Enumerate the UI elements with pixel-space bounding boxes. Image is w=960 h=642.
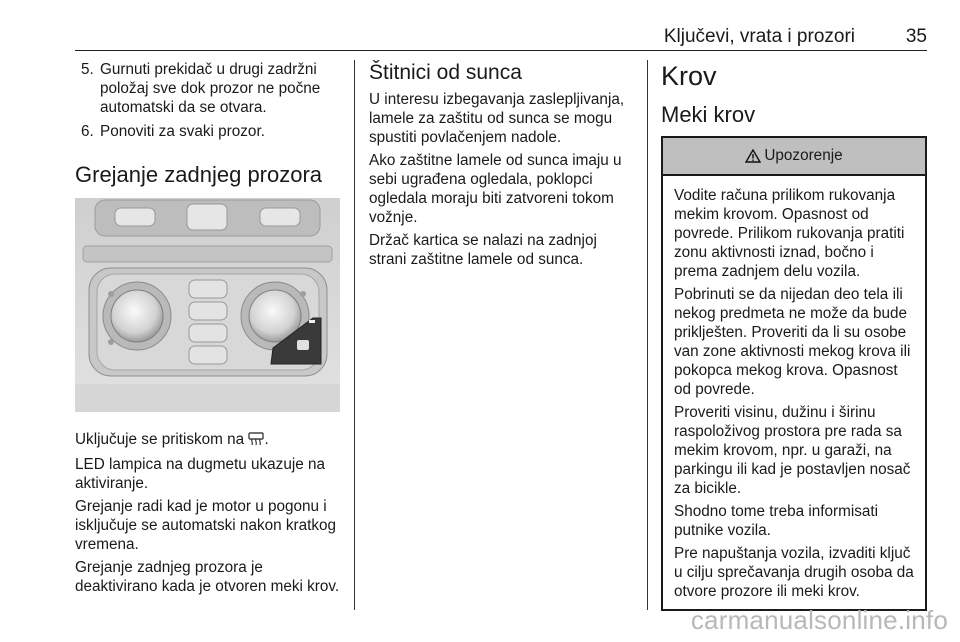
list-item: 6. Ponoviti za svaki prozor. [81,123,265,140]
header-title: Ključevi, vrata i prozori [663,26,855,47]
column-divider-2 [647,60,648,610]
paragraph-activation: Uključuje se pritiskom na . [75,430,345,451]
column-1 [75,60,345,600]
subheading-soft-top: Meki krov [661,102,756,127]
column-3 [661,60,927,611]
watermark: carmanualsonline.info [690,605,948,635]
paragraph-visor-2: Ako zaštitne lamele od sunca imaju u sebi ugrađena ogledala, poklopci ogledala moraju biti zatvoreni tokom vožnje. [369,152,622,226]
warning-paragraph: Vodite računa prilikom rukovanja mekim krovom. Opasnost od povrede. Prilikom rukovanja pratiti zonu aktivnosti iznad, bočno i prema zadnjem delu vozila. [674,187,905,280]
paragraph-engine: Grejanje radi kad je motor u pogonu i isključuje se automatski nakon kratkog vremena. [75,498,337,553]
warning-triangle-icon [745,149,761,163]
page-header [75,0,927,51]
warning-body [663,176,925,609]
warning-paragraph: Shodno tome treba informisati putnike vozila. [674,503,879,539]
column-divider-1 [354,60,355,610]
section-heading-rear-window-heating: Grejanje zadnjeg prozora [75,162,323,187]
rear-window-heating-icon [248,432,264,451]
warning-box [661,136,927,611]
section-heading-roof: Krov [661,61,717,91]
steps-list [75,60,345,141]
paragraph-led: LED lampica na dugmetu ukazuje na aktiviranje. [75,456,326,492]
warning-paragraph: Proveriti visinu, dužinu i širinu raspoloživog prostora pre rada sa mekim krovom, npr. u garaži, na parkingu ili kad je postavljen nosač za bicikle. [674,404,911,497]
dashboard-control-panel-image [75,198,340,412]
section-heading-sun-visors: Štitnici od sunca [369,61,522,84]
warning-title: Upozorenje [764,147,843,164]
list-item: 5. Gurnuti prekidač u drugi zadržni položaj sve dok prozor ne počne automatski da se otvara. [81,61,321,116]
warning-paragraph: Pre napuštanja vozila, izvaditi ključ u cilju sprečavanja drugih osoba da otvore prozore ili meki krov. [674,545,914,600]
column-2 [369,60,635,273]
warning-paragraph: Pobrinuti se da nijedan deo tela ili nekog predmeta ne može da bude priklješten. Proveriti da li su osobe van zone aktivnosti mekog krova ili pokopca mekog krova. Opasnost od povrede. [674,286,911,398]
page-number: 35 [905,26,927,47]
paragraph-visor-1: U interesu izbegavanja zaslepljivanja, lamele za zaštitu od sunca se mogu spustiti povlačenjem nadole. [369,91,625,146]
warning-header [663,138,925,176]
paragraph-visor-3: Držač kartica se nalazi na zadnjoj strani zaštitne lamele od sunca. [369,232,597,268]
paragraph-deactivation: Grejanje zadnjeg prozora je deaktivirano kada je otvoren meki krov. [75,559,340,595]
